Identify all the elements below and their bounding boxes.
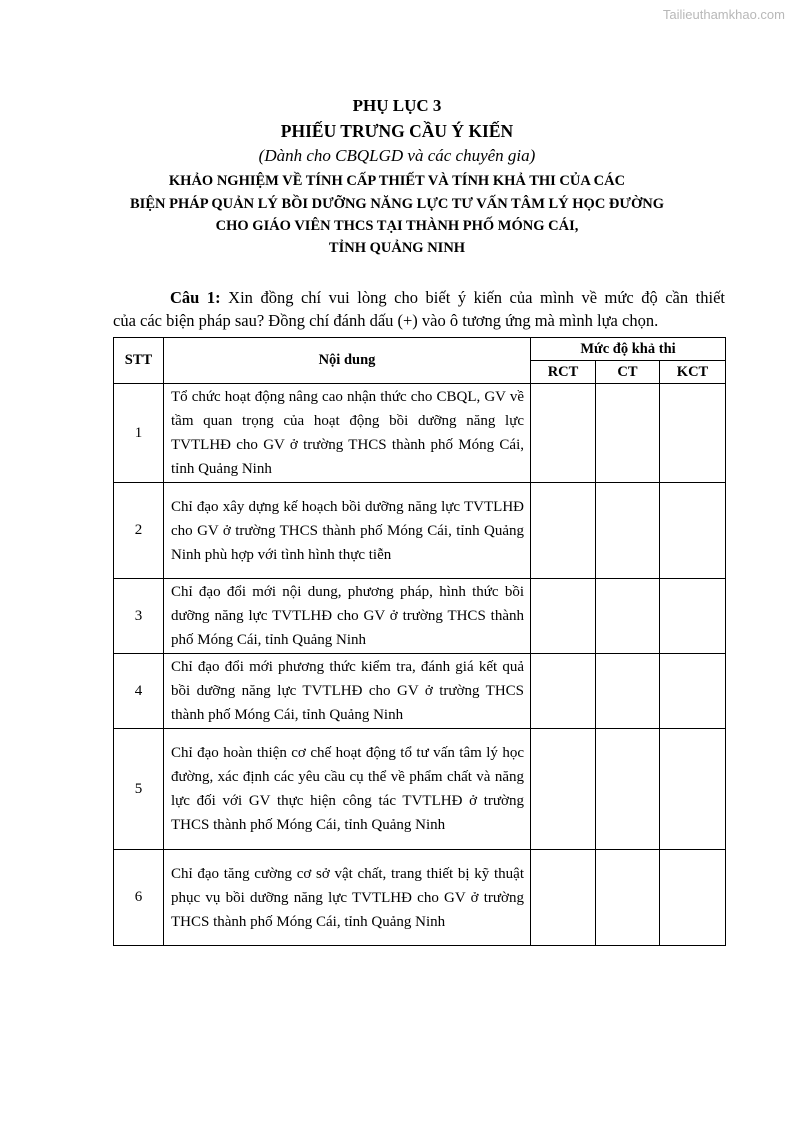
kct-cell[interactable] (660, 384, 726, 483)
header-content: Nội dung (164, 338, 531, 384)
ct-cell[interactable] (596, 729, 660, 850)
header-stt: STT (114, 338, 164, 384)
row-stt: 4 (114, 654, 164, 729)
header-kct: KCT (660, 361, 726, 384)
table-row (114, 384, 726, 483)
row-content: Chỉ đạo đổi mới phương thức kiểm tra, đánh giá kết quả bồi dưỡng năng lực TVTLHĐ cho GV ở trường THCS thành phố Móng Cái, tỉnh Quảng Ninh (164, 654, 531, 729)
watermark: Tailieuthamkhao.com (662, 7, 785, 22)
kct-cell[interactable] (660, 850, 726, 946)
row-content: Tổ chức hoạt động nâng cao nhận thức cho CBQL, GV về tầm quan trọng của hoạt động bồi dưỡng năng lực TVTLHĐ cho GV ở trường THCS thành phố Móng Cái, tỉnh Quảng Ninh (164, 384, 531, 483)
row-content: Chỉ đạo xây dựng kế hoạch bồi dưỡng năng lực TVTLHĐ cho GV ở trường THCS thành phố Móng Cái, tỉnh Quảng Ninh phù hợp với tình hình thực tiễn (164, 483, 531, 579)
survey-topic-line-2: BIỆN PHÁP QUẢN LÝ BỒI DƯỠNG NĂNG LỰC TƯ VẤN TÂM LÝ HỌC ĐƯỜNG (130, 196, 664, 212)
row-stt: 3 (114, 579, 164, 654)
form-title: PHIẾU TRƯNG CẦU Ý KIẾN (280, 121, 514, 141)
header-level: Mức độ khả thi (531, 338, 726, 361)
header-ct: CT (596, 361, 660, 384)
row-stt: 1 (114, 384, 164, 483)
table-row (114, 579, 726, 654)
row-stt: 2 (114, 483, 164, 579)
row-content: Chỉ đạo đổi mới nội dung, phương pháp, hình thức bồi dưỡng năng lực TVTLHĐ cho GV ở trường THCS thành phố Móng Cái, tỉnh Quảng Ninh (164, 579, 531, 654)
kct-cell[interactable] (660, 654, 726, 729)
row-content: Chỉ đạo tăng cường cơ sở vật chất, trang thiết bị kỹ thuật phục vụ bồi dưỡng năng lực TVTLHĐ cho GV ở trường THCS thành phố Móng Cái, tỉnh Quảng Ninh (164, 850, 531, 946)
ct-cell[interactable] (596, 384, 660, 483)
header-rct: RCT (531, 361, 596, 384)
question-text-1: Xin đồng chí vui lòng cho biết ý kiến của mình về mức độ cần thiết (220, 288, 725, 307)
survey-topic-line-3: CHO GIÁO VIÊN THCS TẠI THÀNH PHỐ MÓNG CÁI, (215, 218, 579, 234)
kct-cell[interactable] (660, 483, 726, 579)
form-subtitle: (Dành cho CBQLGD và các chuyên gia) (258, 146, 536, 165)
table-row (114, 850, 726, 946)
rct-cell[interactable] (531, 483, 596, 579)
rct-cell[interactable] (531, 579, 596, 654)
kct-cell[interactable] (660, 579, 726, 654)
row-stt: 6 (114, 850, 164, 946)
rct-cell[interactable] (531, 729, 596, 850)
survey-topic-line-1: KHẢO NGHIỆM VỀ TÍNH CẤP THIẾT VÀ TÍNH KHẢ THI CỦA CÁC (168, 173, 626, 189)
table-row (114, 483, 726, 579)
ct-cell[interactable] (596, 850, 660, 946)
table-row (114, 654, 726, 729)
ct-cell[interactable] (596, 579, 660, 654)
rct-cell[interactable] (531, 850, 596, 946)
rct-cell[interactable] (531, 654, 596, 729)
rct-cell[interactable] (531, 384, 596, 483)
question-label: Câu 1: (170, 288, 221, 307)
row-stt: 5 (114, 729, 164, 850)
ct-cell[interactable] (596, 654, 660, 729)
appendix-label: PHỤ LỤC 3 (352, 96, 442, 115)
table-row (114, 729, 726, 850)
kct-cell[interactable] (660, 729, 726, 850)
survey-table (113, 337, 726, 946)
ct-cell[interactable] (596, 483, 660, 579)
question-1 (113, 286, 725, 332)
row-content: Chỉ đạo hoàn thiện cơ chế hoạt động tổ tư vấn tâm lý học đường, xác định các yêu cầu cụ thể về phẩm chất và năng lực đối với GV thực hiện công tác TVTLHĐ ở trường THCS thành phố Móng Cái, tỉnh Quảng Ninh (164, 729, 531, 850)
question-text-2: của các biện pháp sau? Đồng chí đánh dấu (+) vào ô tương ứng mà mình lựa chọn. (113, 311, 659, 330)
survey-topic-line-4: TỈNH QUẢNG NINH (328, 240, 466, 256)
